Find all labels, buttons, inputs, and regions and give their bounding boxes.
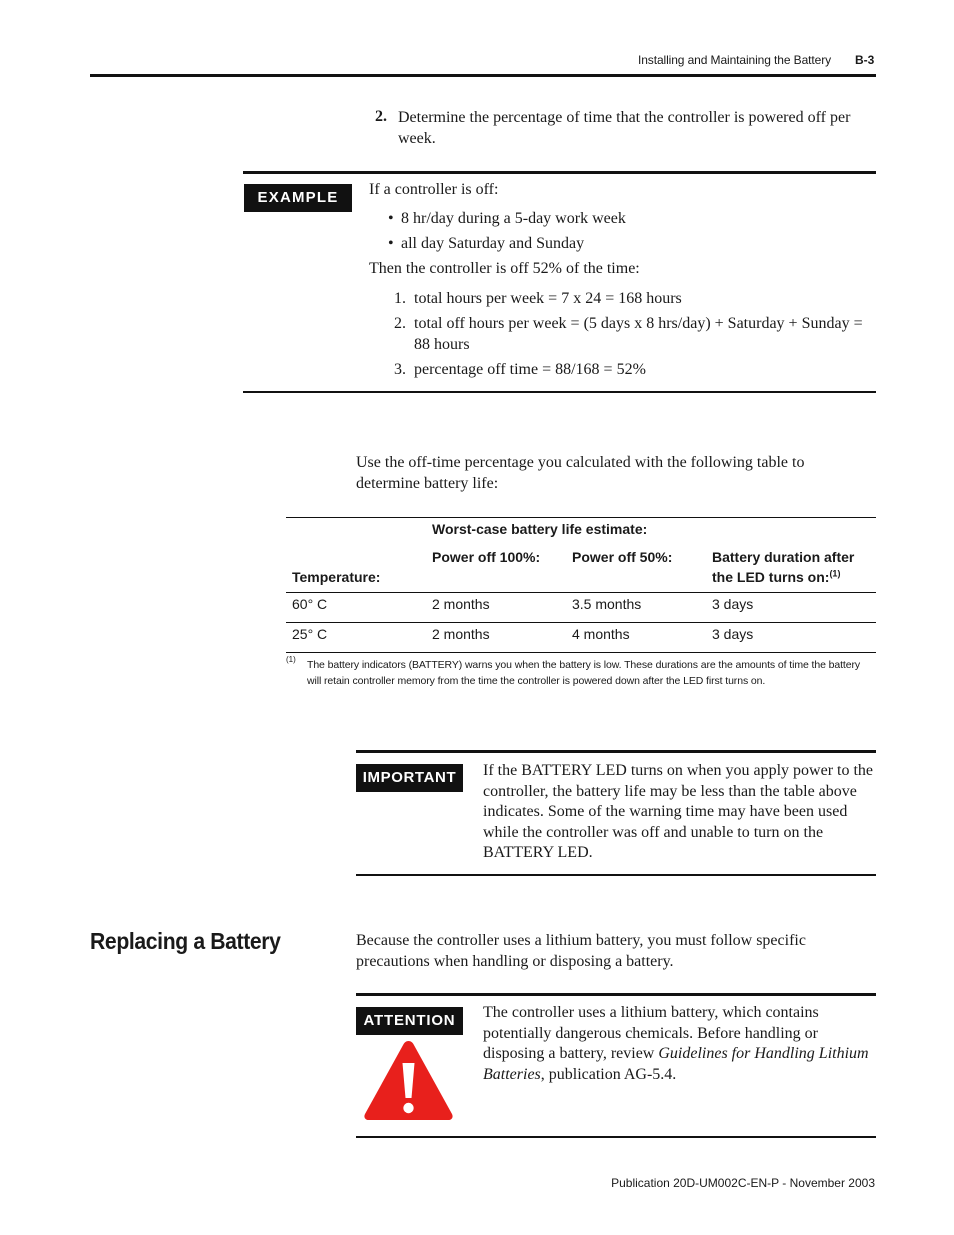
header-battery-duration [706, 541, 876, 593]
example-top-rule [243, 171, 876, 174]
step-body: total off hours per week = (5 days x 8 hrs/day) + Saturday + Sunday = 88 hours [414, 315, 863, 353]
header-power-off-50: Power off 50%: [572, 549, 673, 565]
cell-off50: 4 months [566, 623, 706, 653]
header-temperature: Temperature: [292, 569, 381, 585]
example-bullet: • 8 hr/day during a 5-day work week [388, 209, 868, 234]
example-steps [394, 289, 874, 385]
important-top-rule [356, 750, 876, 753]
cell-temperature: 60° C [292, 596, 328, 612]
attention-text-end: , publication AG-5.4. [540, 1065, 677, 1083]
cell-off100: 2 months [432, 596, 490, 612]
table-row [286, 623, 876, 653]
header-power-off-100: Power off 100%: [432, 549, 541, 565]
table-group-header-row [286, 518, 876, 542]
example-conclusion: Then the controller is off 52% of the time: [369, 260, 640, 277]
step-number: 2. [375, 108, 387, 125]
cell-off50: 3.5 months [572, 596, 642, 612]
reference-document-title: Guidelines for Handling Lithium Batteries [483, 1045, 869, 1083]
group-header: Worst-case battery life estimate: [432, 521, 648, 537]
page-number: B-3 [855, 53, 875, 67]
attention-top-rule [356, 993, 876, 996]
example-bottom-rule [243, 391, 876, 393]
example-bullet-list [388, 209, 868, 259]
example-step [394, 314, 874, 355]
cell-off100: 2 months [426, 623, 566, 653]
table-intro-text: Use the off-time percentage you calculated with the following table to determine battery life: [356, 454, 805, 492]
attention-label: ATTENTION [356, 1007, 463, 1035]
example-label: EXAMPLE [244, 184, 352, 212]
attention-text [483, 1003, 875, 1085]
footnote-ref: (1) [829, 568, 841, 579]
important-text: If the BATTERY LED turns on when you apply power to the controller, the battery life may be less than the table above indicates. Some of the warning time may have been used while the controller was off and unable to turn on the BATTERY LED. [483, 762, 874, 861]
step-index: 3. [394, 360, 406, 378]
section-heading: Replacing a Battery [90, 928, 281, 954]
header-rule [90, 74, 876, 77]
footnote-text: The battery indicators (BATTERY) warns you when the battery is low. These durations are the amounts of time the battery will retain controller memory from the time the controller is powered down after the LED first turns on. [307, 659, 861, 687]
example-intro: If a controller is off: [369, 181, 499, 198]
step-body: percentage off time = 88/168 = 52% [414, 360, 646, 378]
example-bullet: • all day Saturday and Sunday [388, 234, 868, 259]
table-row [286, 593, 876, 623]
important-bottom-rule [356, 874, 876, 876]
battery-life-table [286, 517, 876, 653]
publication-footer: Publication 20D-UM002C-EN-P - November 2003 [611, 1176, 875, 1190]
cell-temperature: 25° C [286, 623, 426, 653]
table-header-row [286, 541, 876, 593]
step-text: Determine the percentage of time that the controller is powered off per week. [398, 109, 851, 147]
cell-duration: 3 days [706, 623, 876, 653]
attention-bottom-rule [356, 1136, 876, 1138]
example-step [394, 289, 874, 310]
step-index: 1. [394, 290, 406, 307]
warning-triangle-icon [362, 1038, 455, 1123]
attention-text-start: The controller uses a lithium battery, which contains potentially dangerous chemicals. Before handling or disposing a battery, review [483, 1004, 819, 1062]
step-index: 2. [394, 315, 406, 332]
running-header: Installing and Maintaining the Battery [638, 53, 831, 67]
important-label: IMPORTANT [356, 764, 463, 792]
step-body: total hours per week = 7 x 24 = 168 hours [414, 290, 682, 307]
header-duration-text: Battery duration after the LED turns on: [712, 549, 855, 585]
cell-duration: 3 days [712, 596, 754, 612]
section-body: Because the controller uses a lithium battery, you must follow specific precautions when handling or disposing a battery. [356, 932, 806, 970]
example-step [394, 360, 874, 381]
footnote-mark: (1) [286, 655, 296, 664]
